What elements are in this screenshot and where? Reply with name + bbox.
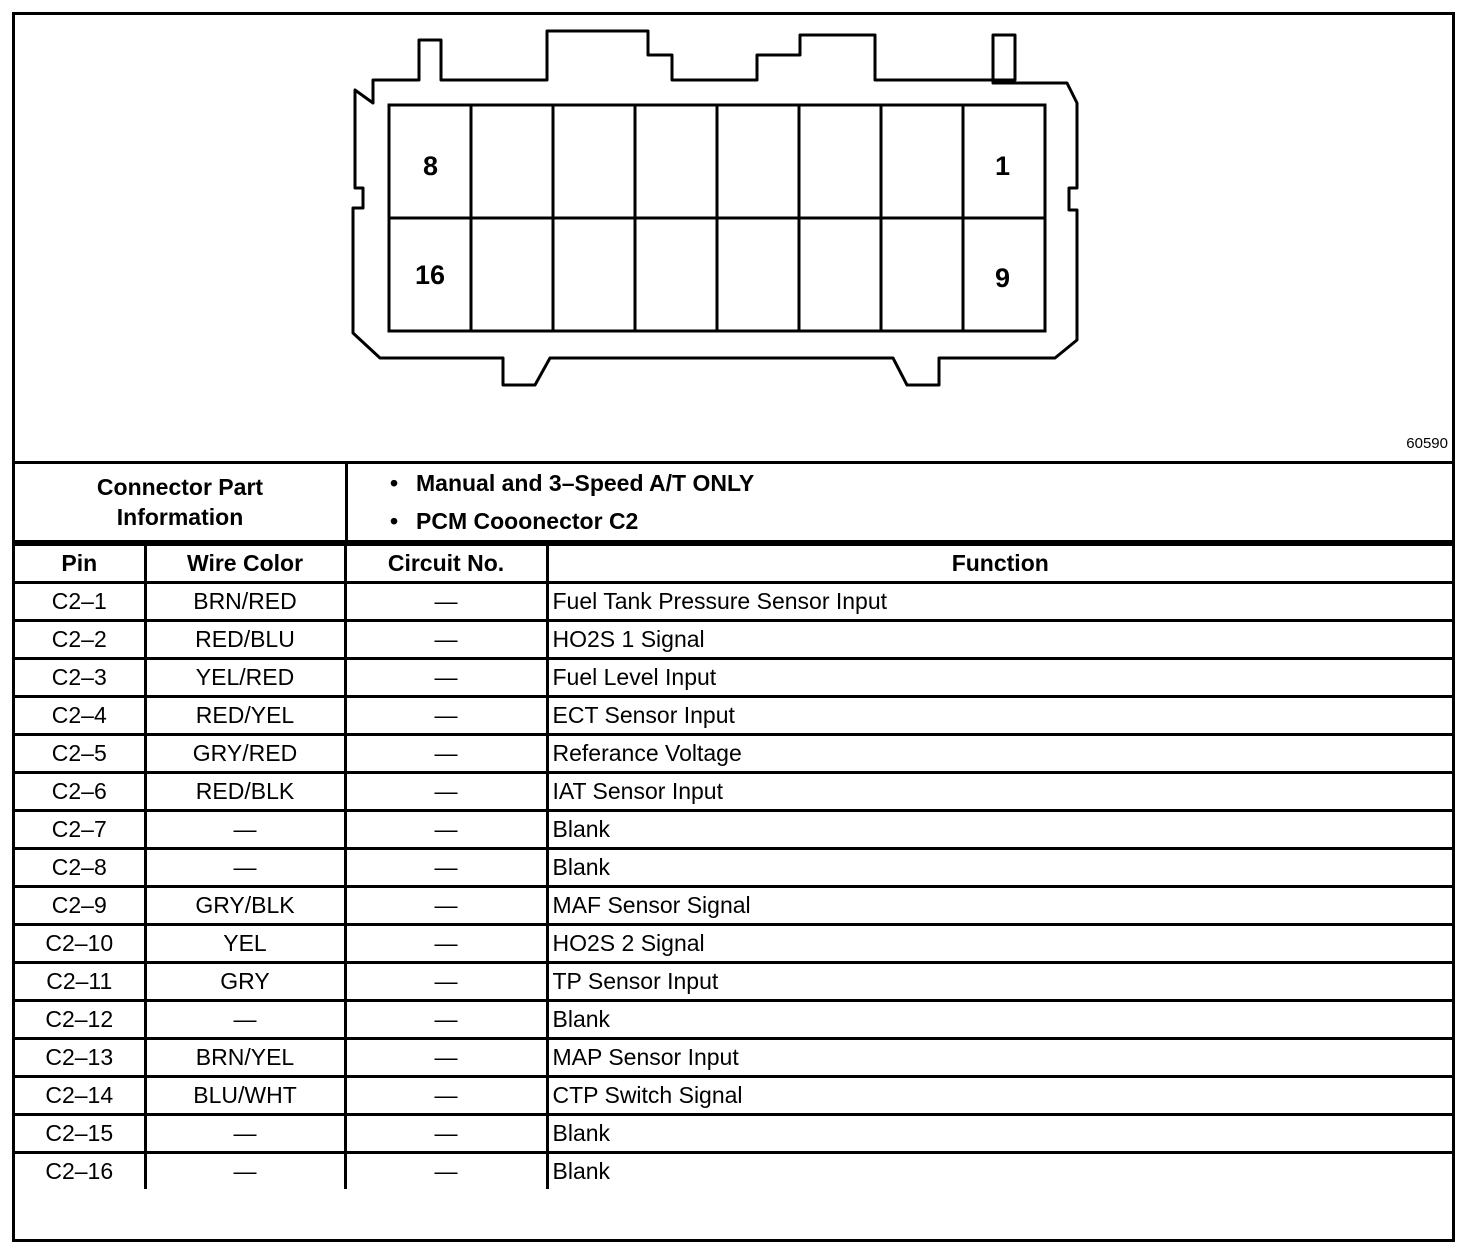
circuit-no-cell: —	[345, 887, 547, 925]
function-cell: Fuel Tank Pressure Sensor Input	[547, 583, 1452, 621]
pin-cell: C2–7	[15, 811, 145, 849]
pin-cell: C2–2	[15, 621, 145, 659]
figure-id: 60590	[1406, 435, 1448, 452]
circuit-no-cell: —	[345, 1039, 547, 1077]
wire-color-cell: —	[145, 849, 345, 887]
note-item	[390, 464, 754, 502]
circuit-no-cell: —	[345, 811, 547, 849]
circuit-no-cell: —	[345, 773, 547, 811]
connector-diagram	[15, 15, 1452, 464]
connector-notes	[348, 464, 754, 540]
circuit-no-cell: —	[345, 1001, 547, 1039]
wire-color-cell: RED/BLU	[145, 621, 345, 659]
circuit-no-cell: —	[345, 659, 547, 697]
wire-color-cell: BRN/YEL	[145, 1039, 345, 1077]
function-cell: MAF Sensor Signal	[547, 887, 1452, 925]
wire-color-cell: —	[145, 1115, 345, 1153]
function-cell: TP Sensor Input	[547, 963, 1452, 1001]
bullet-icon: •	[390, 508, 399, 534]
table-row	[15, 773, 1452, 811]
circuit-no-cell: —	[345, 1115, 547, 1153]
circuit-no-cell: —	[345, 697, 547, 735]
function-cell: HO2S 2 Signal	[547, 925, 1452, 963]
wire-color-cell: GRY/RED	[145, 735, 345, 773]
wire-color-cell: YEL	[145, 925, 345, 963]
header-circuit-no: Circuit No.	[345, 545, 547, 583]
pin-cell: C2–8	[15, 849, 145, 887]
circuit-no-cell: —	[345, 849, 547, 887]
pin-cell: C2–3	[15, 659, 145, 697]
circuit-no-cell: —	[345, 621, 547, 659]
connector-sheet	[12, 12, 1455, 1242]
table-row	[15, 735, 1452, 773]
pin-cell: C2–11	[15, 963, 145, 1001]
function-cell: CTP Switch Signal	[547, 1077, 1452, 1115]
function-cell: Blank	[547, 811, 1452, 849]
note-item	[390, 502, 754, 540]
wire-color-cell: BLU/WHT	[145, 1077, 345, 1115]
info-label-line-1: Connector Part	[96, 474, 264, 500]
pin-cell: C2–4	[15, 697, 145, 735]
pin-cell: C2–16	[15, 1153, 145, 1190]
table-row	[15, 659, 1452, 697]
table-row	[15, 1077, 1452, 1115]
connector-face-drawing	[15, 15, 1452, 461]
pin-cell: C2–12	[15, 1001, 145, 1039]
table-row	[15, 583, 1452, 621]
table-header-row	[15, 545, 1452, 583]
function-cell: Blank	[547, 1153, 1452, 1190]
function-cell: Referance Voltage	[547, 735, 1452, 773]
bullet-icon: •	[390, 470, 399, 496]
wire-color-cell: YEL/RED	[145, 659, 345, 697]
table-row	[15, 925, 1452, 963]
function-cell: Blank	[547, 849, 1452, 887]
pin-cell: C2–13	[15, 1039, 145, 1077]
header-function: Function	[547, 545, 1452, 583]
wire-color-cell: RED/BLK	[145, 773, 345, 811]
function-cell: Fuel Level Input	[547, 659, 1452, 697]
wire-color-cell: RED/YEL	[145, 697, 345, 735]
pin-label-16: 16	[415, 260, 446, 290]
wire-color-cell: —	[145, 1153, 345, 1190]
circuit-no-cell: —	[345, 1153, 547, 1190]
table-row	[15, 963, 1452, 1001]
connector-info-row	[15, 464, 1452, 543]
pin-cell: C2–15	[15, 1115, 145, 1153]
function-cell: Blank	[547, 1001, 1452, 1039]
circuit-no-cell: —	[345, 925, 547, 963]
table-row	[15, 849, 1452, 887]
function-cell: Blank	[547, 1115, 1452, 1153]
pin-cell: C2–10	[15, 925, 145, 963]
table-row	[15, 811, 1452, 849]
header-wire-color: Wire Color	[145, 545, 345, 583]
wire-color-cell: —	[145, 1001, 345, 1039]
note-text: Manual and 3–Speed A/T ONLY	[416, 470, 755, 496]
pin-label-8: 8	[423, 151, 439, 181]
function-cell: MAP Sensor Input	[547, 1039, 1452, 1077]
table-row	[15, 1115, 1452, 1153]
table-row	[15, 621, 1452, 659]
pin-cell: C2–1	[15, 583, 145, 621]
table-row	[15, 887, 1452, 925]
circuit-no-cell: —	[345, 963, 547, 1001]
pin-cell: C2–5	[15, 735, 145, 773]
note-text: PCM Cooonector C2	[416, 508, 639, 534]
connector-part-info-label	[15, 464, 348, 540]
circuit-no-cell: —	[345, 1077, 547, 1115]
pin-function-table	[15, 543, 1452, 1189]
circuit-no-cell: —	[345, 735, 547, 773]
info-label-line-2: Information	[116, 504, 244, 530]
wire-color-cell: —	[145, 811, 345, 849]
function-cell: HO2S 1 Signal	[547, 621, 1452, 659]
table-row	[15, 1153, 1452, 1190]
pin-cell: C2–14	[15, 1077, 145, 1115]
table-row	[15, 1039, 1452, 1077]
function-cell: IAT Sensor Input	[547, 773, 1452, 811]
wire-color-cell: BRN/RED	[145, 583, 345, 621]
function-cell: ECT Sensor Input	[547, 697, 1452, 735]
wire-color-cell: GRY/BLK	[145, 887, 345, 925]
pin-label-9: 9	[995, 263, 1011, 293]
wire-color-cell: GRY	[145, 963, 345, 1001]
header-pin: Pin	[15, 545, 145, 583]
circuit-no-cell: —	[345, 583, 547, 621]
pin-cell: C2–6	[15, 773, 145, 811]
pin-cell: C2–9	[15, 887, 145, 925]
table-row	[15, 697, 1452, 735]
pin-label-1: 1	[995, 151, 1011, 181]
table-row	[15, 1001, 1452, 1039]
